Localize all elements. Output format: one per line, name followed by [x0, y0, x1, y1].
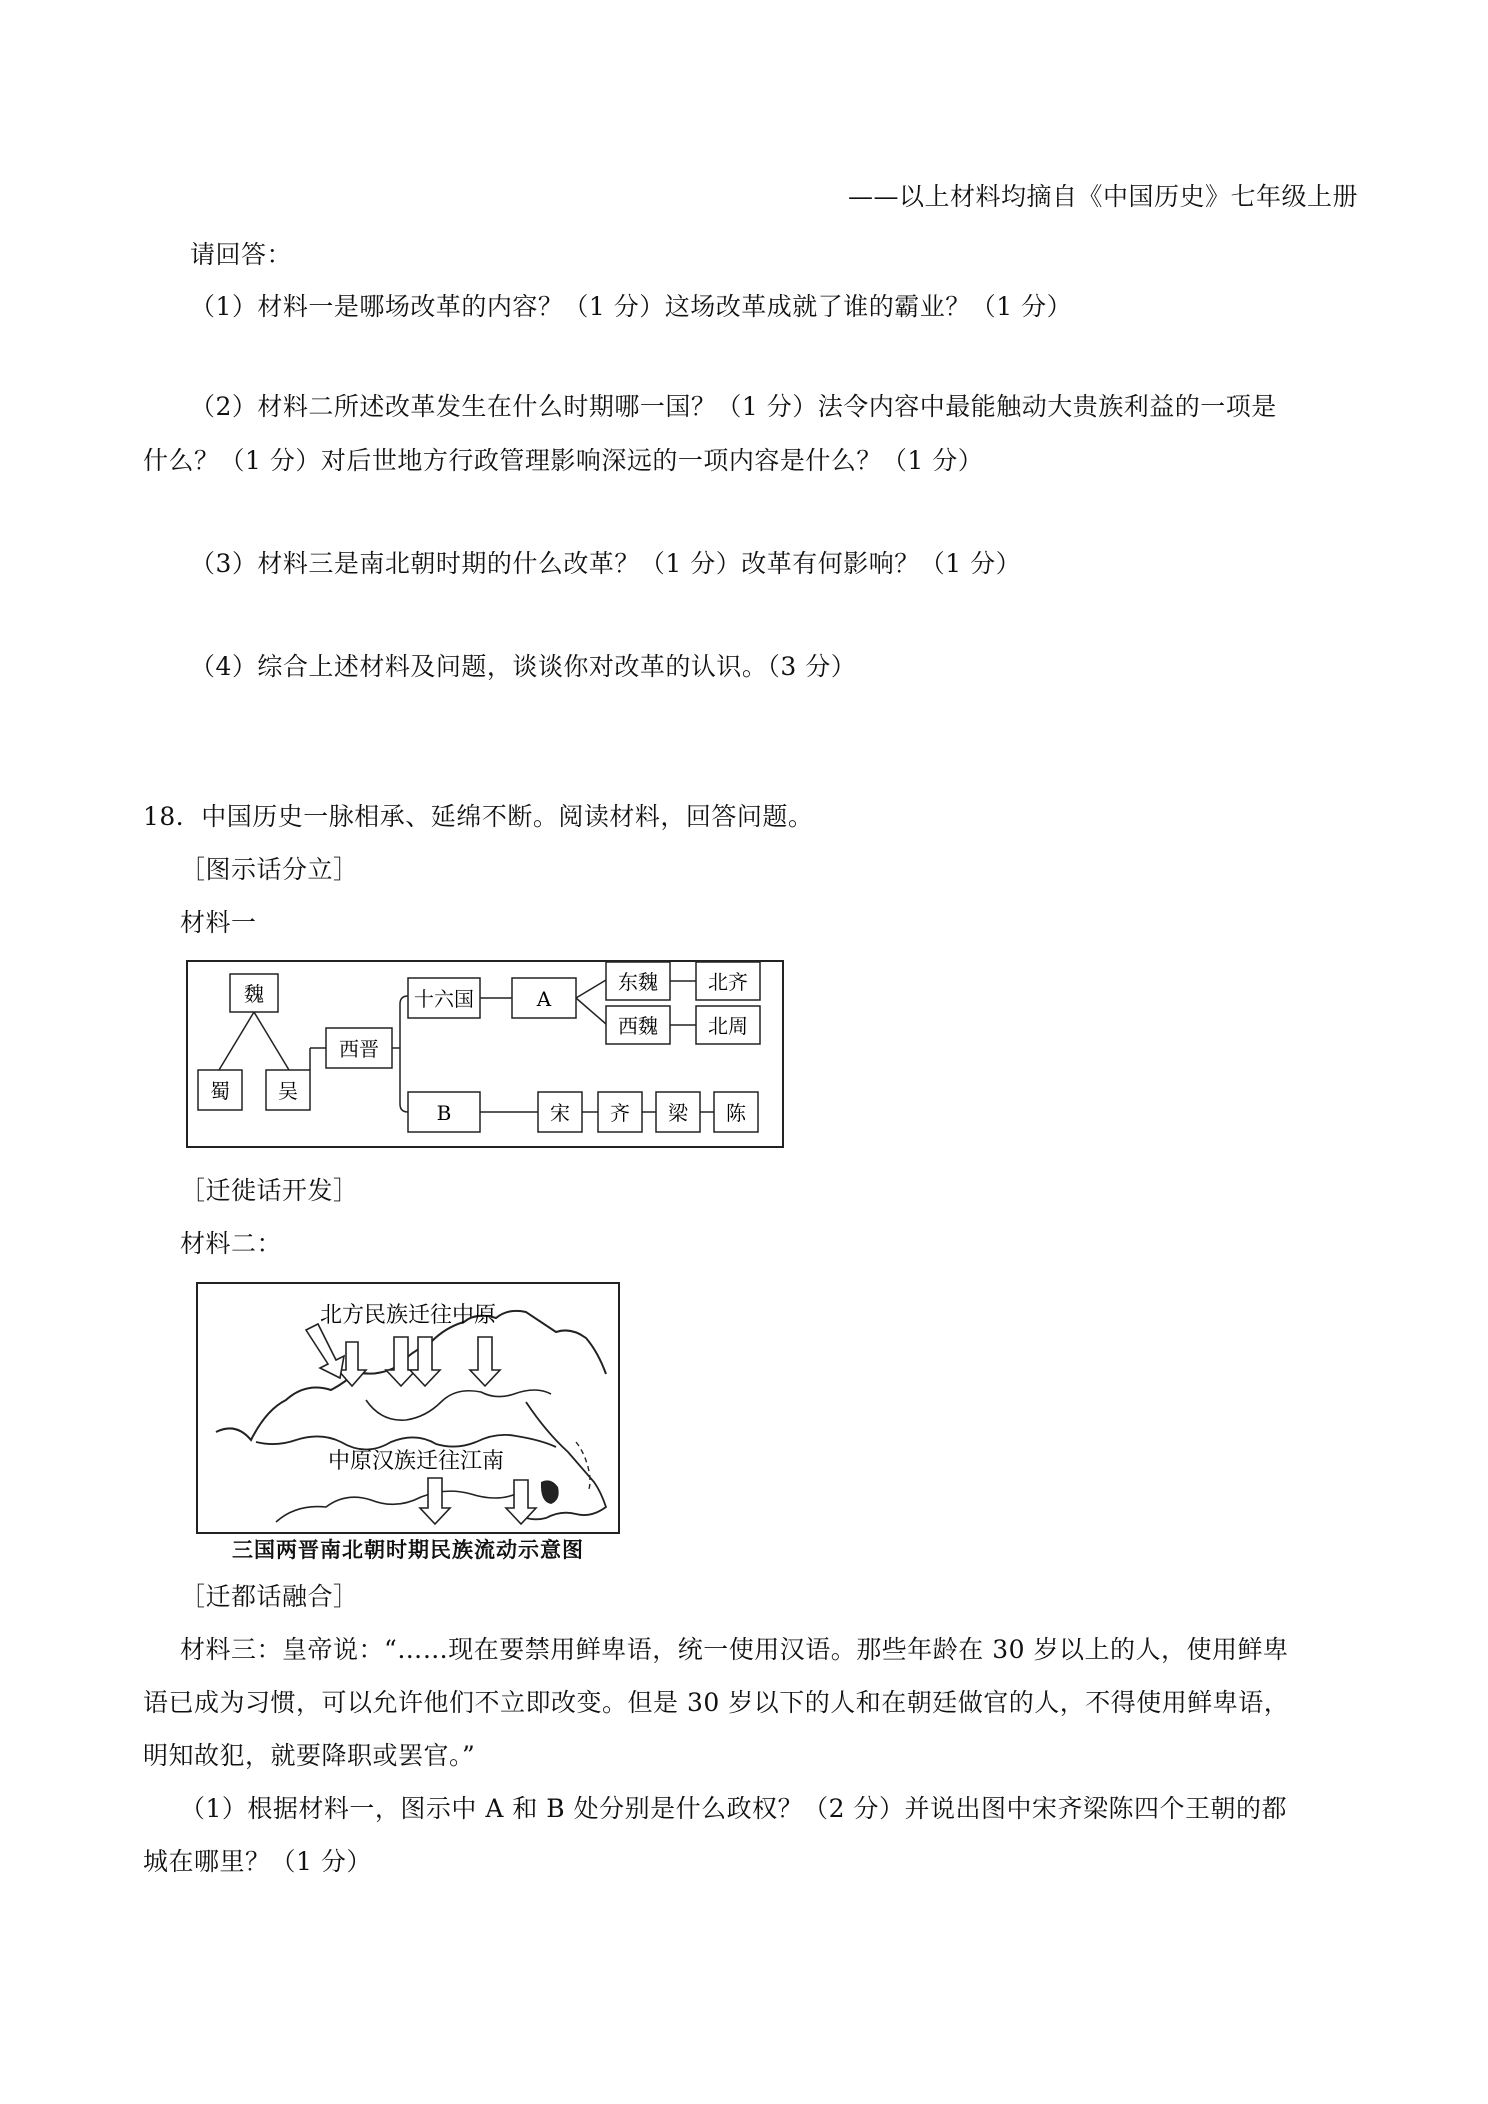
dynasty-diagram	[186, 960, 784, 1148]
source-note: ——以上材料均摘自《中国历史》七年级上册	[847, 182, 1358, 211]
question-17-3: （3）材料三是南北朝时期的什么改革？（1 分）改革有何影响？（1 分）	[190, 549, 1022, 578]
question-18-1-line2: 城在哪里？（1 分）	[143, 1847, 372, 1876]
label-liang: 梁	[668, 1101, 688, 1125]
question-18-1-line1: （1）根据材料一，图示中 A 和 B 处分别是什么政权？（2 分）并说出图中宋齐梁陈四个王朝的都	[180, 1794, 1287, 1823]
material-2-label: 材料二：	[180, 1229, 283, 1258]
material-3-line3: 明知故犯，就要降职或罢官。”	[143, 1741, 476, 1770]
section-heading-3: ［迁都话融合］	[180, 1582, 359, 1611]
south-migration-label: 中原汉族迁往江南	[327, 1449, 505, 1474]
label-qi: 齐	[610, 1101, 630, 1125]
label-xiwei: 西魏	[618, 1014, 658, 1038]
label-beizhou: 北周	[708, 1014, 748, 1038]
label-shiliuguo: 十六国	[414, 987, 474, 1011]
question-17-2-line2: 什么？（1 分）对后世地方行政管理影响深远的一项内容是什么？（1 分）	[143, 446, 984, 475]
label-wu: 吴	[278, 1079, 298, 1103]
answer-prompt: 请回答：	[190, 240, 293, 269]
label-dongwei: 东魏	[618, 970, 658, 994]
material-3-line1: 材料三：皇帝说：“……现在要禁用鲜卑语，统一使用汉语。那些年龄在 30 岁以上的人，使用鲜卑	[180, 1635, 1289, 1664]
label-chen: 陈	[726, 1101, 746, 1125]
label-xijin: 西晋	[339, 1037, 379, 1061]
question-18-stem: 18．中国历史一脉相承、延绵不断。阅读材料，回答问题。	[143, 802, 814, 831]
map-caption: 三国两晋南北朝时期民族流动示意图	[232, 1537, 584, 1562]
material-3-line2: 语已成为习惯，可以允许他们不立即改变。但是 30 岁以下的人和在朝廷做官的人，不得使用鲜卑语，	[143, 1688, 1290, 1717]
label-a: A	[536, 987, 552, 1011]
section-heading-2: ［迁徙话开发］	[180, 1176, 359, 1205]
label-beiqi: 北齐	[708, 970, 748, 994]
migration-map	[196, 1282, 620, 1568]
question-17-1: （1）材料一是哪场改革的内容？（1 分）这场改革成就了谁的霸业？（1 分）	[190, 292, 1073, 321]
label-b: B	[436, 1101, 452, 1125]
question-17-4: （4）综合上述材料及问题，谈谈你对改革的认识。（3 分）	[190, 652, 857, 681]
section-heading-1: ［图示话分立］	[180, 855, 359, 884]
north-migration-label: 北方民族迁往中原	[319, 1303, 497, 1328]
material-1-label: 材料一	[180, 908, 257, 937]
label-song: 宋	[550, 1101, 570, 1125]
question-17-2-line1: （2）材料二所述改革发生在什么时期哪一国？（1 分）法令内容中最能触动大贵族利益的一项是	[190, 392, 1277, 421]
label-shu: 蜀	[210, 1079, 230, 1103]
label-wei: 魏	[244, 982, 264, 1006]
